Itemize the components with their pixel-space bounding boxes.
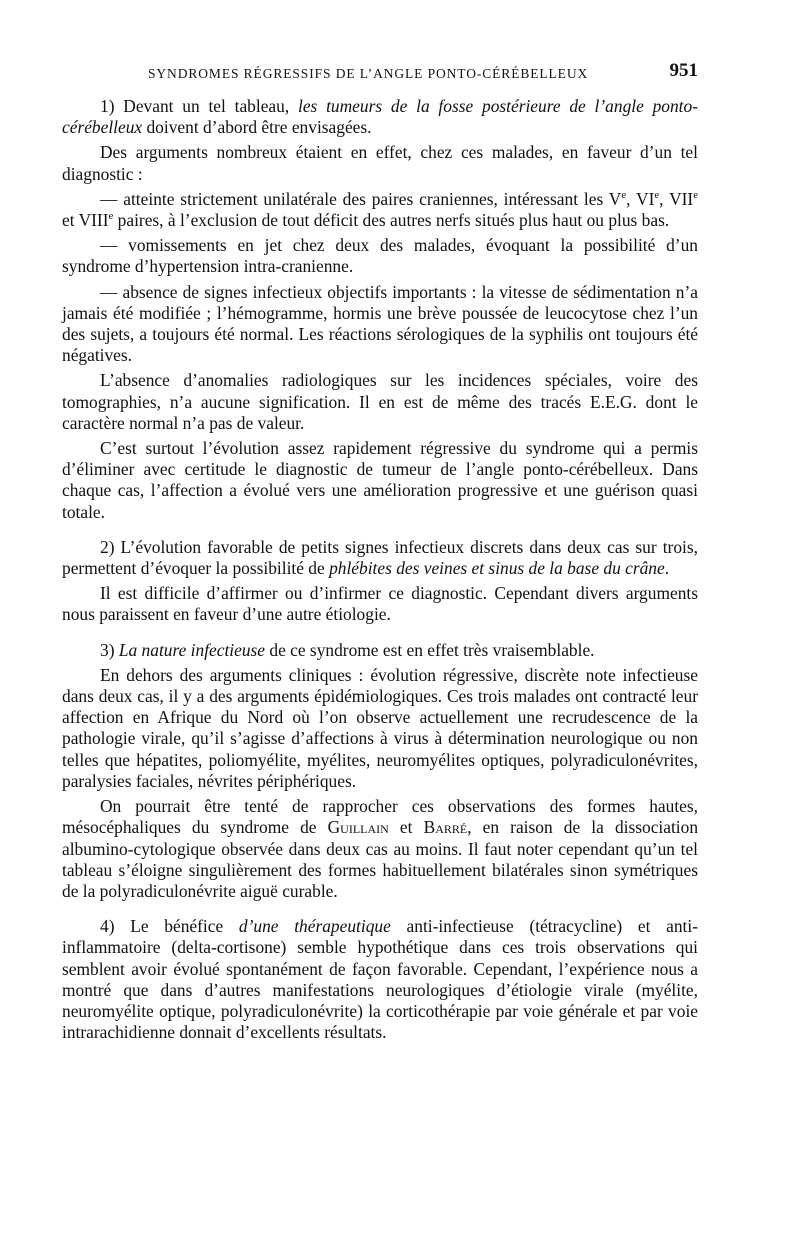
text-run: et bbox=[388, 817, 424, 838]
text-run: paires, à l’exclusion de tout déficit des autres nerfs situés plus haut ou plus bas. bbox=[113, 210, 670, 231]
paragraph-p10 bbox=[62, 640, 698, 661]
text-run: — absence de signes infectieux objectifs importants : la vitesse de sédimentation n’a jamais été modifiée ; l’hémogramme, hormis une brève poussée de leucocytose chez l’un des sujets, a toujours été normal. Les réactions sérologiques de la syphilis ont toujours été négatives. bbox=[62, 281, 698, 366]
superscript: e bbox=[108, 210, 114, 223]
text-run: et VIII bbox=[62, 210, 109, 231]
text-run: 2) L’évolution favorable de petits signes infectieux discrets dans deux cas sur trois, permettent d’évoquer la possibilité de bbox=[62, 536, 698, 579]
paragraph-p4 bbox=[62, 235, 698, 277]
text-run: — atteinte strictement unilatérale des paires craniennes, intéressant les V bbox=[100, 188, 622, 209]
running-title: SYNDROMES RÉGRESSIFS DE L’ANGLE PONTO-CÉRÉBELLEUX bbox=[148, 66, 589, 81]
text-run: En dehors des arguments cliniques : évolution régressive, discrète note infectieuse dans deux cas, il y a des arguments épidémiologiques. Ces trois malades ont contracté leur affection en Afrique du Nord où l’on observe actuellement une recrudescence de la pathologie virale, qu’il s’agisse d’affections à virus à détermination neurologique ou non telles que hépatites, poliomyélite, myélites, neuromyélites optiques, polyradiculonévrites, paralysies faciales, névrites périphériques. bbox=[62, 664, 698, 791]
text-run: Des arguments nombreux étaient en effet, chez ces malades, en faveur d’un tel diagnostic : bbox=[62, 142, 698, 184]
paragraph-p13 bbox=[62, 916, 698, 1043]
italic-phrase: phlébites des veines et sinus de la base du crâne bbox=[329, 558, 665, 579]
paragraph-p7 bbox=[62, 438, 698, 523]
text-run: 4) Le bénéfice bbox=[100, 916, 239, 937]
text-run: 3) bbox=[100, 639, 119, 660]
text-run: doivent d’abord être envisagées. bbox=[142, 117, 372, 138]
text-run: 1) Devant un tel tableau, bbox=[100, 96, 298, 116]
author-name: Barré bbox=[423, 817, 468, 838]
paragraph-p5 bbox=[62, 282, 698, 367]
text-run: de ce syndrome est en effet très vraisemblable. bbox=[265, 639, 595, 660]
page-number: 951 bbox=[669, 60, 698, 81]
document-page bbox=[62, 60, 698, 1047]
paragraph-p11 bbox=[62, 665, 698, 792]
text-run: Il est difficile d’affirmer ou d’infirmer ce diagnostic. Cependant divers arguments nous paraissent en faveur d’une autre étiologie. bbox=[62, 583, 698, 625]
text-run: On pourrait être tenté de rapprocher ces observations des formes hautes, mésocéphaliques du syndrome de bbox=[62, 796, 698, 838]
italic-phrase: d’une thérapeutique bbox=[238, 916, 391, 937]
text-run: — vomissements en jet chez deux des malades, évoquant la possibilité d’un syndrome d’hypertension intra-cranienne. bbox=[62, 235, 698, 277]
paragraph-p8 bbox=[62, 537, 698, 579]
paragraph-p9 bbox=[62, 583, 698, 625]
superscript: e bbox=[654, 189, 660, 202]
superscript: e bbox=[693, 189, 698, 202]
paragraph-p1 bbox=[62, 96, 698, 138]
superscript: e bbox=[621, 189, 627, 202]
text-run: anti-infectieuse (tétracycline) et anti-inflammatoire (delta-cortisone) semble hypothétique dans ces trois observations qui semblent avoir évolué spontanément de façon favorable. Cependant, l’expérience nous a montré que dans d’autres manifestations neurologiques d’étiologie virale (myélite, neuromyélite optique, polyradiculonévrite) la corticothérapie par voie générale et par voie intrarachidienne donnait d’excellents résultats. bbox=[62, 916, 698, 1043]
body-text bbox=[62, 96, 698, 1043]
text-run: , VII bbox=[659, 188, 694, 209]
text-run: , en raison de la dissociation albumino-cytologique observée dans deux cas au moins. Il faut noter cependant qu’un tel tableau s’éloigne singulièrement des formes habituellement bilatérales sinon symétriques de la polyradiculonévrite aiguë curable. bbox=[62, 817, 699, 901]
text-run: C’est surtout l’évolution assez rapidement régressive du syndrome qui a permis d’éliminer avec certitude le diagnostic de tumeur de l’angle ponto-cérébelleux. Dans chaque cas, l’affection a évolué vers une amélioration progressive et une guérison quasi totale. bbox=[62, 438, 698, 522]
text-run: L’absence d’anomalies radiologiques sur les incidences spéciales, voire des tomographies, n’a aucune signification. Il en est de même des tracés E.E.G. dont le caractère normal n’a pas de valeur. bbox=[62, 370, 698, 433]
paragraph-p12 bbox=[62, 796, 698, 902]
author-name: Guillain bbox=[327, 817, 389, 838]
paragraph-p3 bbox=[62, 189, 698, 231]
text-run: , VI bbox=[626, 188, 655, 209]
paragraph-p2 bbox=[62, 142, 698, 184]
running-header bbox=[62, 60, 698, 90]
italic-phrase: La nature infectieuse bbox=[118, 639, 266, 660]
italic-phrase: les tumeurs de la fosse postérieure de l’angle ponto-cérébelleux bbox=[62, 96, 699, 138]
text-run: . bbox=[664, 558, 670, 579]
paragraph-p6 bbox=[62, 370, 698, 434]
